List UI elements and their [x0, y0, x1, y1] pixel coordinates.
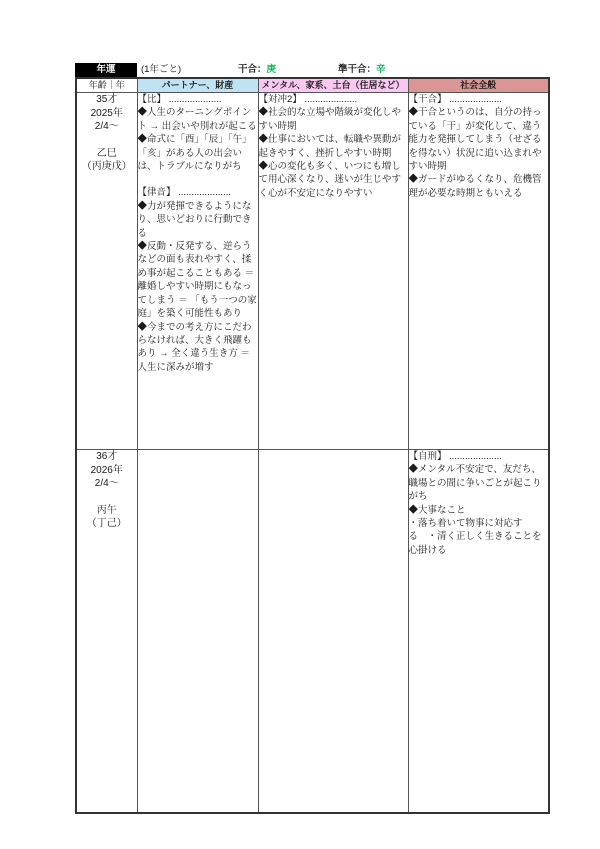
per-year-note: (1年ごと)	[141, 64, 182, 75]
section-title: 【比】 ....................	[137, 94, 222, 105]
section-item: ◆反動・反発する、逆らうなどの面も表れやすく、揉め事が起こることもある ＝ 離婚しやすい時期にもなってしまう ＝ 「もう一つの家庭」を築く可能性もあり	[137, 241, 257, 320]
spacer	[77, 491, 137, 504]
header-age-year: 年齢｜年	[76, 78, 137, 93]
spacer	[77, 134, 137, 147]
section-title: 【律音】 ....................	[137, 187, 231, 199]
header-society-general: 社会全般	[408, 78, 549, 93]
junkango-field	[338, 63, 386, 77]
junkango-label: 準干合：	[338, 64, 377, 75]
header-mental-family: メンタル、家系、土台（住居など）	[258, 78, 408, 93]
section-item: ◆メンタル不安定で、友だち、職場との間に争いごとが起こりがち	[408, 464, 542, 503]
year-value: 2025年	[90, 107, 123, 119]
section-item: ◆人生のターニングポイント → 出会いや別れが起こる	[137, 107, 257, 132]
section-item: ・落ち着いて物事に対応する ・清く正しく生きることを心掛ける	[408, 518, 542, 556]
age-value: 36才	[96, 451, 118, 462]
section-item: ◆社会的な立場や階級が変化しやすい時期	[258, 107, 402, 132]
age-cell-2026	[76, 450, 137, 814]
kanshi-value: 乙巳	[96, 147, 117, 159]
section-item: ◆力が発揮できるようになり、思いどおりに行動できる	[137, 200, 252, 239]
junkango-value: 辛	[376, 64, 386, 75]
mental-cell-2025	[258, 93, 408, 450]
date-from-value: 2/4～	[94, 478, 119, 489]
table-header-row	[76, 78, 549, 93]
table-row	[76, 93, 549, 450]
partner-cell-2026	[137, 450, 258, 814]
year-value: 2026年	[90, 464, 123, 476]
section-item: ◆干合というのは、自分の持っている「干」が変化して、違う能力を発揮してしまう（せざるを得ない）状況に追い込まれやすい時期	[408, 107, 542, 173]
section-item: ◆心の変化も多く、いつにも増して用心深くなり、迷いが生じやすく心が不安定になりやすい	[258, 161, 402, 199]
table-row	[76, 450, 549, 814]
section-item: ◆命式に「酉」「辰」「午」「亥」がある人の出会いは、トラブルになりがち	[137, 134, 252, 173]
age-cell-2025	[76, 93, 137, 450]
section-spacer	[138, 173, 258, 186]
section-item: ◆ガードがゆるくなり、危機管理が必要な時期ともいえる	[408, 174, 542, 199]
year-luck-title-box: 年運	[75, 63, 137, 77]
year-luck-table	[75, 77, 550, 814]
hidden-stems-value: （丁己）	[86, 518, 127, 529]
section-item: ◆大事なこと	[408, 504, 466, 516]
society-cell-2026	[408, 450, 549, 814]
kango-label: 干合：	[238, 64, 267, 75]
section-item: ◆今までの考え方にこだわらなければ、大きく飛躍もあり → 全く違う生き方 ＝ 人生に深みが増す	[137, 321, 252, 373]
mental-cell-2026	[258, 450, 408, 814]
date-from-value: 2/4～	[94, 121, 119, 132]
kango-value: 庚	[266, 64, 277, 75]
hidden-stems-value: （丙庚戊）	[81, 161, 132, 172]
section-title: 【対冲2】 ....................	[258, 94, 358, 105]
section-item: ◆仕事においては、転職や異動が起きやすく、挫折しやすい時期	[258, 134, 402, 159]
header-partner-assets: パートナー、財産	[137, 78, 258, 93]
partner-cell-2025	[137, 93, 258, 450]
society-cell-2025	[408, 93, 549, 450]
age-value: 35才	[96, 94, 118, 105]
kanshi-value: 丙午	[96, 504, 117, 516]
top-header-bar	[75, 63, 548, 77]
section-title: 【自刑】 ....................	[408, 451, 502, 462]
section-title: 【干合】 ....................	[408, 94, 502, 105]
kango-field	[238, 63, 276, 77]
